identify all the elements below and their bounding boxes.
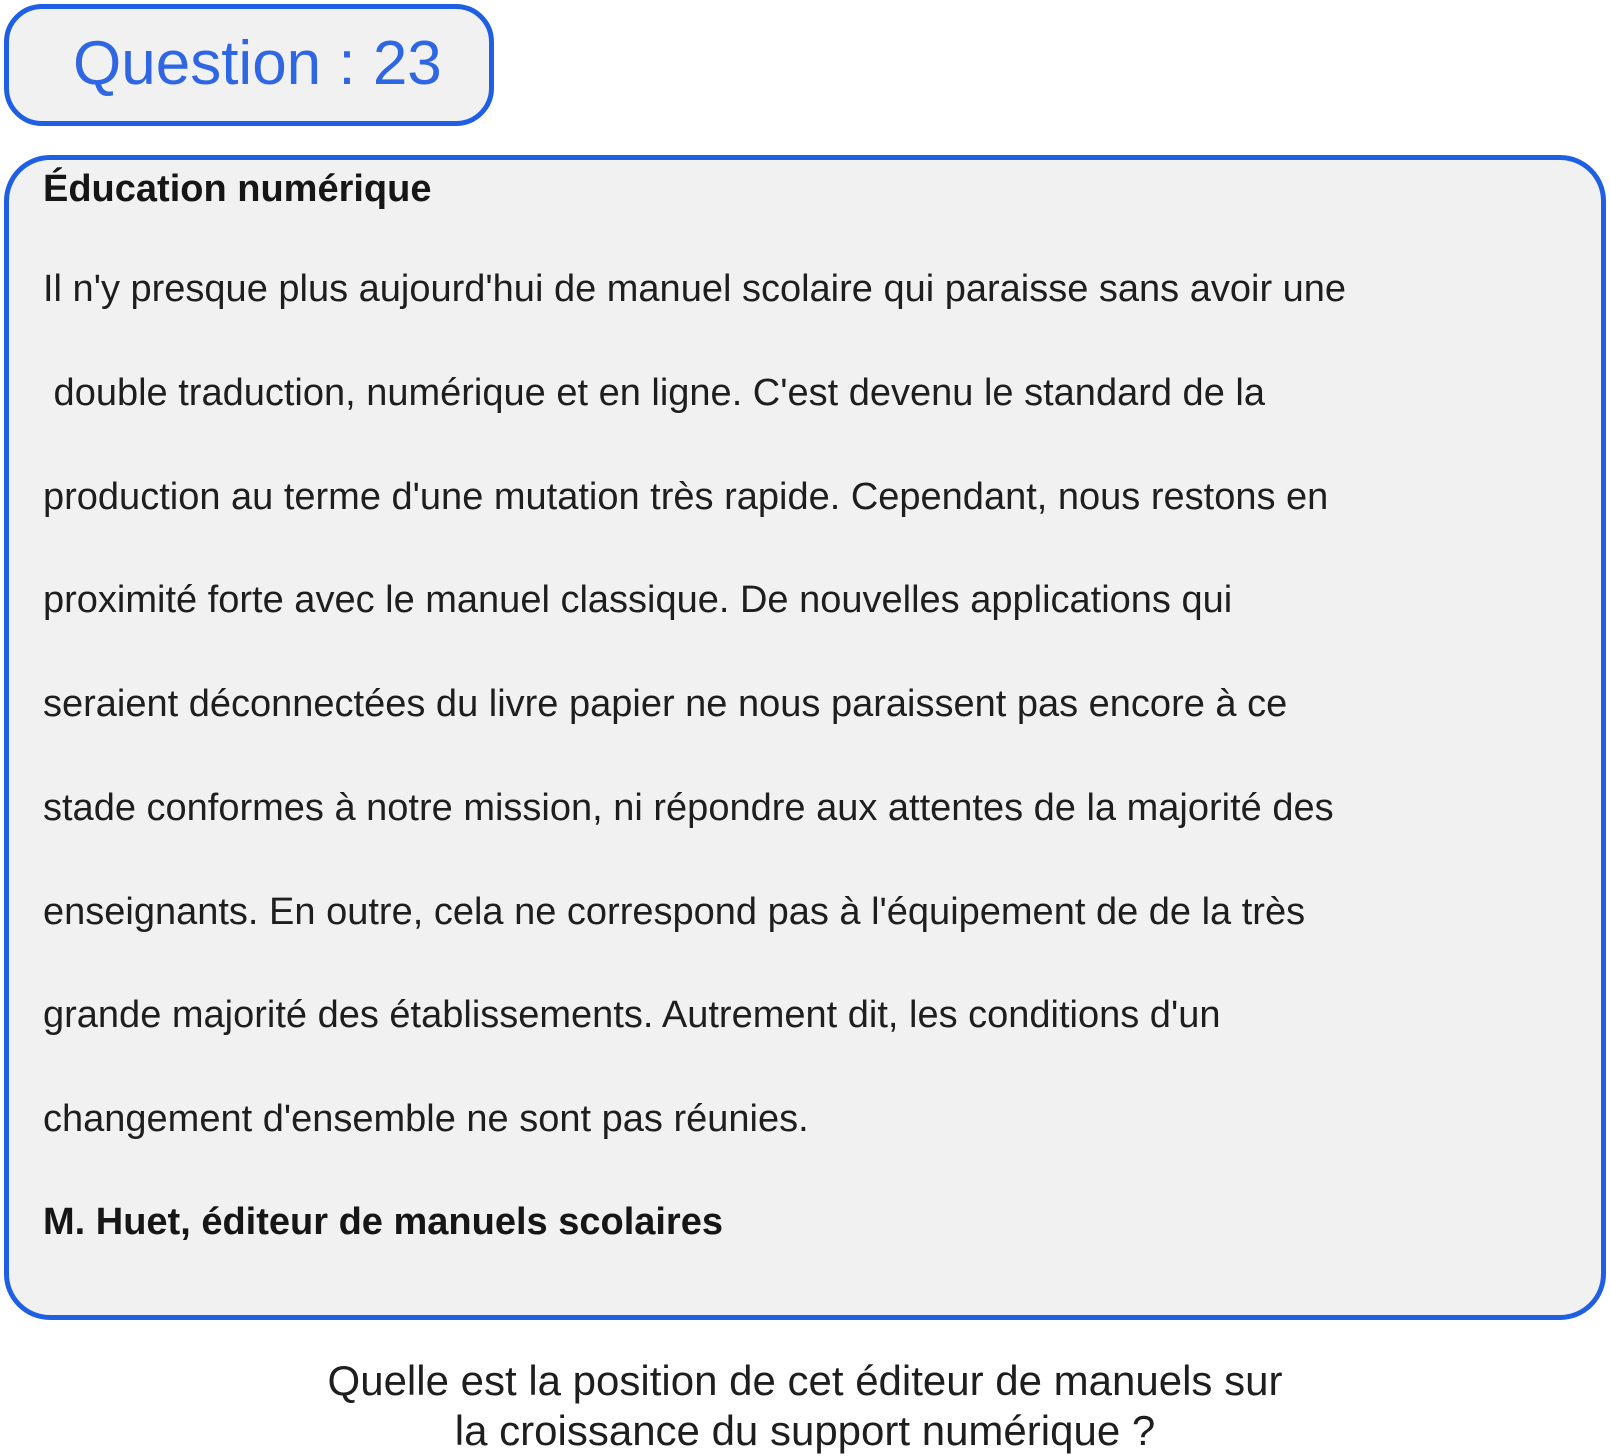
passage-card [4,155,1606,1320]
passage-line: enseignants. En outre, cela ne correspond pas à l'équipement de de la très [43,891,1306,933]
passage-line: stade conformes à notre mission, ni répondre aux attentes de la majorité des [43,787,1334,829]
question-number-label: Question : 23 [73,29,442,98]
passage-line: seraient déconnectées du livre papier ne nous paraissent pas encore à ce [43,683,1288,725]
passage-line: Il n'y presque plus aujourd'hui de manuel scolaire qui paraisse sans avoir une [43,268,1347,310]
passage-title: Éducation numérique [43,168,432,210]
passage-line: grande majorité des établissements. Autrement dit, les conditions d'un [43,994,1221,1036]
question-prompt [0,1356,1610,1456]
question-prompt-line: Quelle est la position de cet éditeur de manuels sur [327,1357,1283,1404]
question-badge [4,4,494,126]
passage-line: changement d'ensemble ne sont pas réunies. [43,1098,809,1140]
passage-line: double traduction, numérique et en ligne. C'est devenu le standard de la [43,372,1265,414]
passage-author: M. Huet, éditeur de manuels scolaires [43,1201,723,1243]
question-prompt-line: la croissance du support numérique ? [454,1407,1156,1454]
passage-line: proximité forte avec le manuel classique. De nouvelles applications qui [43,579,1233,621]
passage-line: production au terme d'une mutation très rapide. Cependant, nous restons en [43,476,1329,518]
